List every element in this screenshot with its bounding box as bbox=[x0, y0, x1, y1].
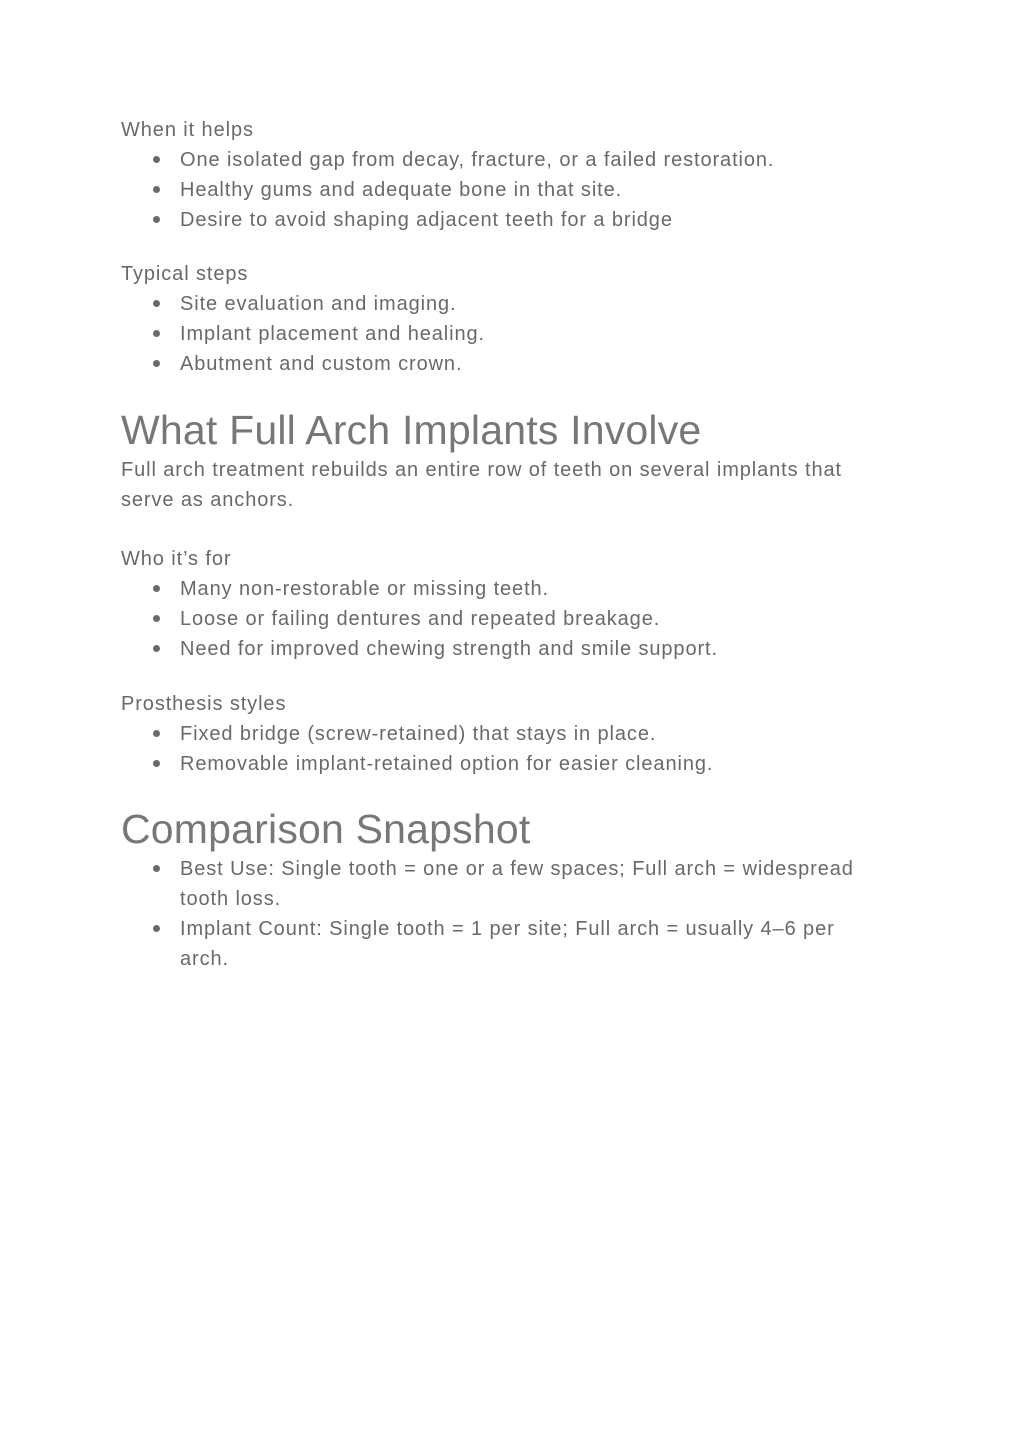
list-item-text: Implant Count: Single tooth = 1 per site; Full arch = usually 4–6 per arch. bbox=[180, 918, 835, 970]
list-item-text: Removable implant-retained option for easier cleaning. bbox=[180, 753, 714, 775]
bullet-list-prosthesis-styles bbox=[121, 719, 870, 779]
list-item bbox=[121, 289, 870, 319]
subheading-typical-steps: Typical steps bbox=[121, 263, 249, 285]
bullet-icon bbox=[153, 156, 160, 163]
bullet-icon bbox=[153, 360, 160, 367]
bullet-icon bbox=[153, 216, 160, 223]
bullet-icon bbox=[153, 925, 160, 932]
bullet-list-comparison bbox=[121, 854, 870, 974]
list-item-text: Abutment and custom crown. bbox=[180, 353, 463, 375]
subheading-when-it-helps: When it helps bbox=[121, 119, 254, 141]
list-item bbox=[121, 604, 870, 634]
bullet-icon bbox=[153, 300, 160, 307]
list-item bbox=[121, 175, 870, 205]
list-item-text: Need for improved chewing strength and smile support. bbox=[180, 638, 718, 660]
list-item-text: Desire to avoid shaping adjacent teeth for a bridge bbox=[180, 209, 673, 231]
paragraph-full-arch-intro: Full arch treatment rebuilds an entire row of teeth on several implants that serve as anchors. bbox=[121, 459, 842, 511]
bullet-icon bbox=[153, 615, 160, 622]
list-item bbox=[121, 319, 870, 349]
list-item-text: Fixed bridge (screw-retained) that stays in place. bbox=[180, 723, 657, 745]
heading-comparison-snapshot: Comparison Snapshot bbox=[121, 806, 531, 852]
list-item bbox=[121, 634, 870, 664]
bullet-icon bbox=[153, 760, 160, 767]
list-item-text: Site evaluation and imaging. bbox=[180, 293, 457, 315]
list-item-text: Many non-restorable or missing teeth. bbox=[180, 578, 550, 600]
bullet-list-typical-steps bbox=[121, 289, 870, 379]
list-item bbox=[121, 205, 870, 235]
list-item-text: Healthy gums and adequate bone in that site. bbox=[180, 179, 623, 201]
bullet-list-who-its-for bbox=[121, 574, 870, 664]
bullet-icon bbox=[153, 730, 160, 737]
heading-what-full-arch-implants-involve: What Full Arch Implants Involve bbox=[121, 407, 702, 453]
bullet-icon bbox=[153, 330, 160, 337]
bullet-icon bbox=[153, 645, 160, 652]
bullet-list-when-it-helps bbox=[121, 145, 870, 235]
bullet-icon bbox=[153, 865, 160, 872]
list-item-text: Loose or failing dentures and repeated breakage. bbox=[180, 608, 661, 630]
list-item bbox=[121, 719, 870, 749]
subheading-prosthesis-styles: Prosthesis styles bbox=[121, 693, 287, 715]
list-item bbox=[121, 574, 870, 604]
subheading-who-its-for: Who it’s for bbox=[121, 548, 232, 570]
list-item-text: One isolated gap from decay, fracture, or a failed restoration. bbox=[180, 149, 775, 171]
bullet-icon bbox=[153, 585, 160, 592]
bullet-icon bbox=[153, 186, 160, 193]
list-item bbox=[121, 145, 870, 175]
list-item-text: Best Use: Single tooth = one or a few spaces; Full arch = widespread tooth loss. bbox=[180, 858, 854, 910]
list-item-text: Implant placement and healing. bbox=[180, 323, 485, 345]
list-item bbox=[121, 854, 870, 914]
list-item bbox=[121, 349, 870, 379]
list-item bbox=[121, 749, 870, 779]
document-page bbox=[121, 115, 870, 974]
list-item bbox=[121, 914, 870, 974]
